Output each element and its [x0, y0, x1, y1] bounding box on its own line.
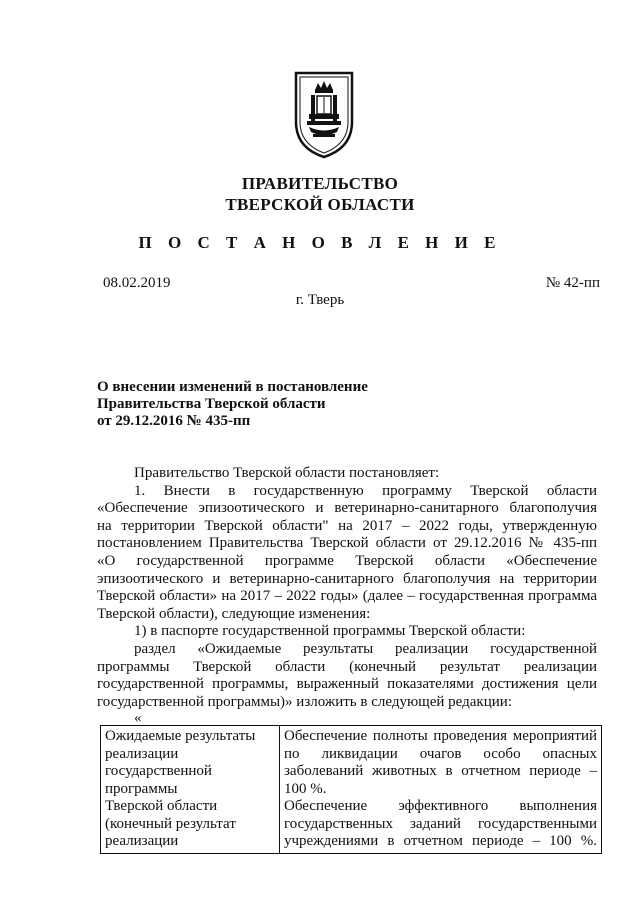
body-line: эпизоотического и ветеринарно-санитарного благополучия на территории — [97, 570, 597, 587]
body-line: государственной программы, выраженный показателями достижения цели — [97, 676, 597, 693]
body-line: на территории Тверской области" на 2017 – 2022 годы, утвержденную — [97, 517, 597, 534]
cell-line: по ликвидации очагов особо опасных — [284, 745, 597, 762]
cell-line: программы — [105, 780, 178, 797]
body-line: программы Тверской области (конечный результат реализации — [97, 658, 597, 675]
document-type-title: П О С Т А Н О В Л Е Н И Е — [138, 233, 502, 252]
body-line: «О государственной программе Тверской области «Обеспечение — [97, 552, 597, 569]
cell-line: 100 %. — [284, 780, 327, 797]
document-city: г. Тверь — [295, 292, 345, 308]
document-body — [97, 465, 597, 711]
government-title-line1: ПРАВИТЕЛЬСТВО — [241, 174, 399, 193]
cell-line: Ожидаемые результаты — [105, 728, 256, 744]
body-line: 1. Внести в государственную программу Тверской области — [134, 482, 597, 499]
cell-line: Обеспечение полноты проведения мероприятий — [284, 728, 597, 744]
document-number: № 42-пп — [545, 275, 600, 291]
cell-line: Обеспечение эффективного выполнения — [284, 798, 597, 814]
document-date: 08.02.2019 — [103, 275, 171, 291]
body-line: раздел «Ожидаемые результаты реализации государственной — [134, 640, 597, 657]
government-title-line2: ТВЕРСКОЙ ОБЛАСТИ — [225, 195, 415, 214]
document-subject — [97, 379, 368, 430]
cell-line: государственных заданий государственными — [284, 815, 597, 832]
table-cell-label — [101, 726, 280, 854]
cell-line: заболеваний животных в отчетном периоде – — [284, 763, 597, 779]
body-line: «Обеспечение эпизоотического и ветеринарно-санитарного благополучия — [97, 500, 597, 517]
cell-line: Тверской области — [105, 798, 218, 814]
quote-mark: « — [134, 710, 142, 726]
results-table — [100, 725, 602, 854]
cell-line: реализации — [105, 833, 179, 849]
body-line: постановлением Правительства Тверской области от 29.12.2016 № 435-пп — [97, 535, 597, 552]
body-line: Тверской области» на 2017 – 2022 годы» (далее – государственная программа — [97, 588, 597, 605]
subject-line: от 29.12.2016 № 435-пп — [97, 413, 251, 429]
subject-line: Правительства Тверской области — [97, 396, 326, 412]
table-cell-value — [280, 726, 602, 854]
body-line: Тверской области), следующие изменения: — [97, 605, 371, 622]
cell-line: учреждениями в отчетном периоде – 100 %. — [284, 833, 597, 849]
body-line: Правительство Тверской области постановляет: — [134, 465, 440, 481]
cell-line: (конечный результат — [105, 815, 236, 832]
tver-coat-of-arms-icon — [293, 70, 355, 160]
body-line: 1) в паспорте государственной программы Тверской области: — [134, 623, 526, 640]
subject-line: О внесении изменений в постановление — [97, 379, 368, 395]
cell-line: реализации — [105, 745, 179, 762]
cell-line: государственной — [105, 763, 212, 779]
table-row — [101, 726, 602, 854]
body-line: государственной программы)» изложить в следующей редакции: — [97, 693, 512, 710]
